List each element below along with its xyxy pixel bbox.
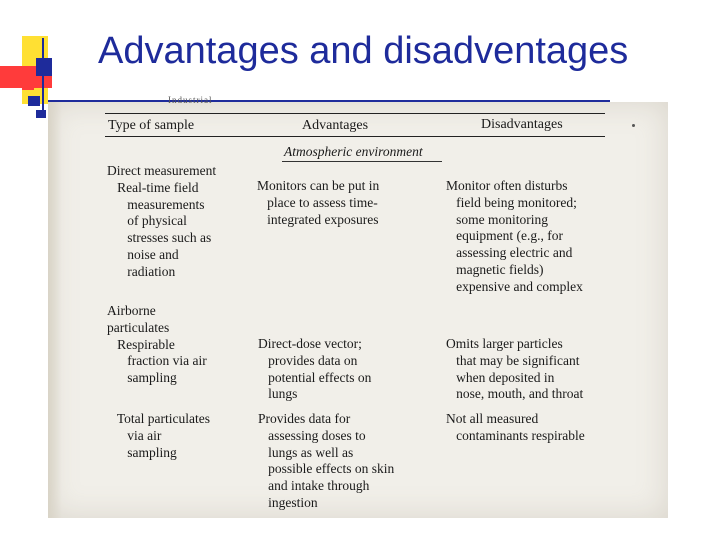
decor-blue-block [36, 58, 52, 76]
row3-disadvantages: Not all measured contaminants respirable [446, 411, 585, 443]
scan-shadow [48, 102, 62, 518]
row2-disadvantages: Omits larger particles that may be significant when deposited in nose, mouth, and throat [446, 336, 584, 402]
decor-small-blue-block [28, 96, 40, 106]
row3-advantages: Provides data for assessing doses to lungs as well as possible effects on skin and intake through ingestion [258, 411, 395, 510]
page-header-fragment: Industrial [168, 95, 213, 105]
table-header-rule [105, 136, 605, 137]
header-type: Type of sample [108, 118, 195, 133]
row2-type: Airborne particulates Respirable fraction via air sampling [107, 303, 207, 386]
section-label-underline [282, 161, 442, 162]
scan-speck [632, 124, 635, 127]
slide-title: Advantages and disadventages [98, 30, 629, 72]
row1-type: Direct measurement Real-time field measurements of physical stresses such as noise and radiation [107, 163, 217, 279]
row2-advantages: Direct-dose vector; provides data on potential effects on lungs [258, 336, 372, 402]
header-disadvantages: Disadvantages [481, 117, 563, 132]
decor-small-blue-block-2 [36, 110, 46, 118]
row1-disadvantages: Monitor often disturbs field being monitored; some monitoring equipment (e.g., for assessing electric and magnetic fields) expensive and complex [446, 178, 583, 294]
decor-small-red-block [22, 80, 34, 90]
row1-advantages: Monitors can be put in place to assess time- integrated exposures [257, 178, 380, 227]
section-label: Atmospheric environment [284, 144, 423, 159]
decor-vertical-line [42, 38, 44, 118]
row3-type: Total particulates via air sampling [116, 411, 211, 460]
title-underline [48, 100, 610, 102]
header-advantages: Advantages [302, 118, 369, 133]
table-top-rule [105, 113, 605, 114]
